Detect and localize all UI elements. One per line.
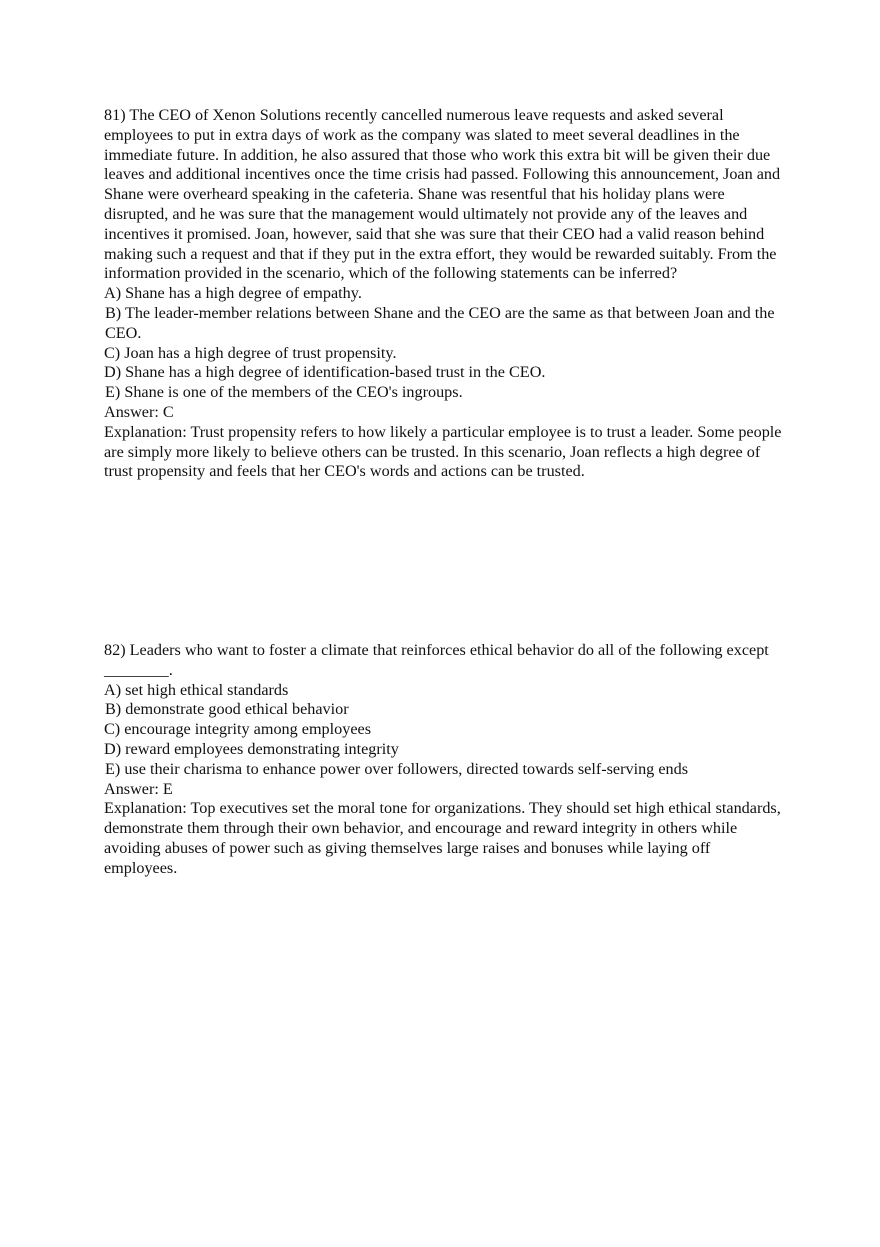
question-82 <box>104 641 784 879</box>
answer-key: Answer: C <box>104 402 174 421</box>
question-stem: 81) The CEO of Xenon Solutions recently cancelled numerous leave requests and asked several employees to put in extra days of work as the company was slated to meet several deadlines in the immediate future. In addition, he also assured that those who work this extra bit will be given their due leaves and additional incentives once the time crisis had passed. Following this announcement, Joan and Shane were overheard speaking in the cafeteria. Shane was resentful that his holiday plans were disrupted, and he was sure that the management would ultimately not provide any of the leaves and incentives it promised. Joan, however, said that she was sure that their CEO had a valid reason behind making such a request and that if they put in the extra effort, they would be rewarded suitably. From the information provided in the scenario, which of the following statements can be inferred? <box>104 106 781 283</box>
answer-choice-d: D) Shane has a high degree of identification-based trust in the CEO. <box>104 363 546 382</box>
question-stem: 82) Leaders who want to foster a climate that reinforces ethical behavior do all of the following except ________. <box>104 641 769 679</box>
answer-choice-a: A) set high ethical standards <box>104 680 289 699</box>
question-81 <box>104 106 784 482</box>
answer-choice-b: B) demonstrate good ethical behavior <box>105 700 349 719</box>
answer-choice-d: D) reward employees demonstrating integrity <box>104 739 399 758</box>
answer-choice-b: B) The leader-member relations between Shane and the CEO are the same as that between Joan and the CEO. <box>105 303 775 342</box>
answer-choice-a: A) Shane has a high degree of empathy. <box>104 284 362 303</box>
answer-choice-c: C) encourage integrity among employees <box>104 720 372 739</box>
explanation: Explanation: Top executives set the moral tone for organizations. They should set high ethical standards, demonstrate them through their own behavior, and encourage and reward integrity in others while avoiding abuses of power such as giving themselves large raises and bonuses while laying off employees. <box>104 799 781 877</box>
answer-choice-e: E) Shane is one of the members of the CEO's ingroups. <box>105 383 463 402</box>
answer-choice-c: C) Joan has a high degree of trust propensity. <box>104 343 397 362</box>
answer-key: Answer: E <box>104 779 173 798</box>
explanation: Explanation: Trust propensity refers to how likely a particular employee is to trust a leader. Some people are simply more likely to believe others can be trusted. In this scenario, Joan reflects a high degree of trust propensity and feels that her CEO's words and actions can be trusted. <box>104 422 782 481</box>
answer-choice-e: E) use their charisma to enhance power over followers, directed towards self-serving ends <box>105 759 688 778</box>
